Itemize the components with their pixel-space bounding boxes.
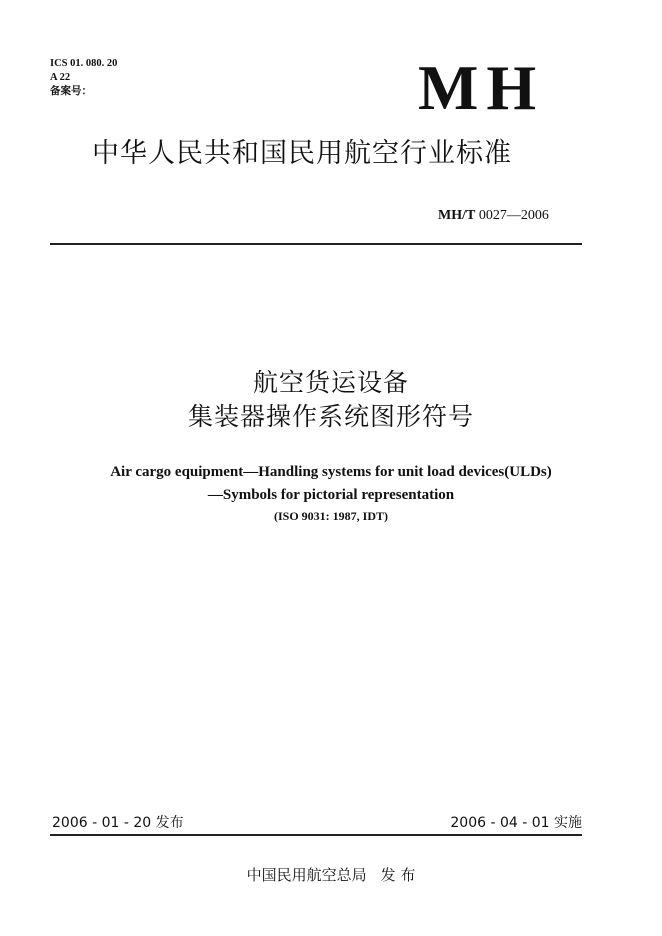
classification-code: A 22 (50, 72, 71, 83)
issuer-line (0, 864, 662, 885)
standard-number-prefix: MH/T (438, 208, 476, 223)
header-divider (50, 243, 582, 245)
effective-date: 2006 - 04 - 01 实施 (450, 815, 582, 831)
issuer-action: 发 布 (380, 866, 416, 884)
issuer-name: 中国民用航空总局 (246, 866, 367, 884)
iso-reference: (ISO 9031: 1987, IDT) (273, 509, 388, 523)
filing-number-label: 备案号： (50, 86, 92, 97)
standard-number-value: 0027—2006 (475, 208, 549, 223)
issue-date: 2006 - 01 - 20 发布 (52, 815, 184, 831)
standard-number (438, 208, 549, 224)
ics-code: ICS 01. 080. 20 (50, 58, 118, 69)
chinese-title-line-1: 航空货运设备 (252, 368, 409, 397)
english-title-line-1: Air cargo equipment—Handling systems for unit load devices(ULDs) (110, 464, 552, 480)
mh-logo: MH (418, 52, 545, 123)
standard-title: 中华人民共和国民用航空行业标准 (92, 138, 512, 169)
chinese-title-line-2: 集装器操作系统图形符号 (187, 402, 474, 431)
english-title-line-2: —Symbols for pictorial representation (207, 487, 455, 503)
footer-divider (50, 834, 582, 836)
